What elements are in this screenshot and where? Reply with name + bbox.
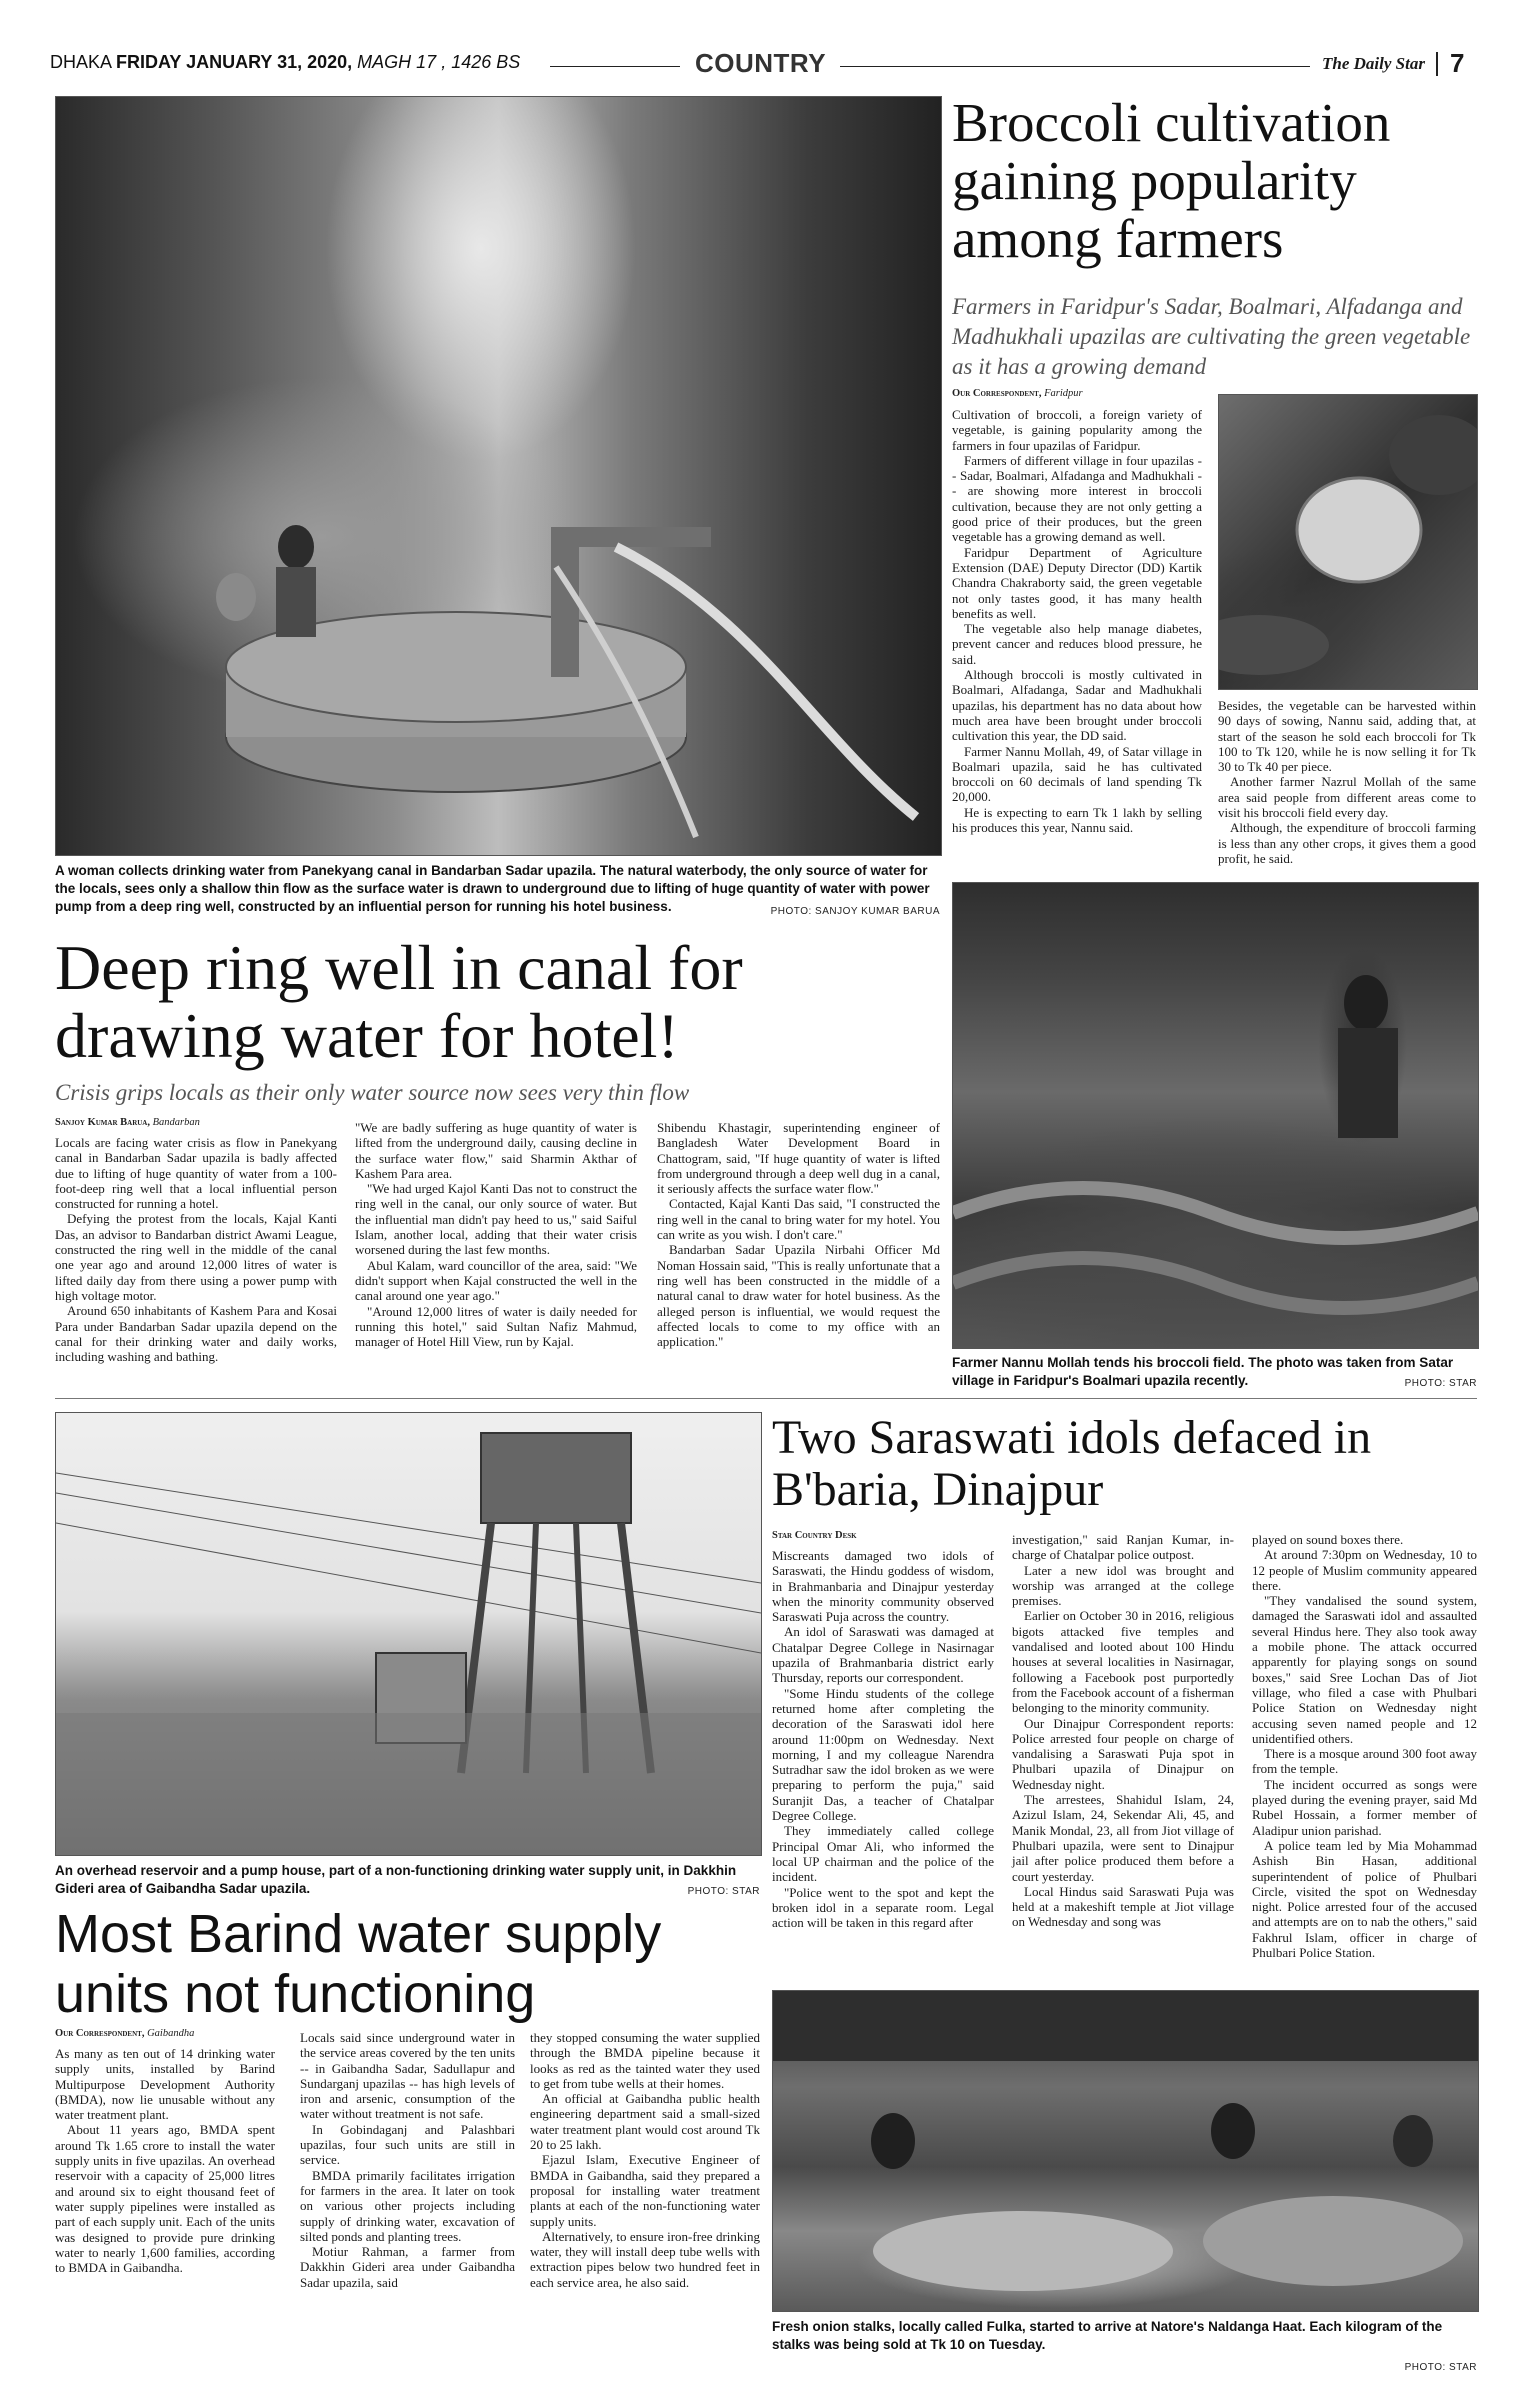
paragraph: Ejazul Islam, Executive Engineer of BMDA in Gaibandha, said they prepared a proposal for installing water treatment plants at each of the non-functioning water supply units. xyxy=(530,2152,760,2229)
masthead-divider xyxy=(1436,52,1438,76)
paragraph: Farmers of different village in four upazilas -- Sadar, Boalmari, Alfadanga and Madhukhali -- are showing more interest in broccoli cultivation, because they are not only getting a good price of their produces, but the green vegetable has a growing demand as well. xyxy=(952,452,1202,545)
masthead-date: FRIDAY JANUARY 31, 2020, xyxy=(116,52,353,72)
paragraph: Shibendu Khastagir, superintending engineer of Bangladesh Water Development Board in Chattogram, said, "If huge quantity of water is lifted from underground through a deep well dug in a canal, it seriously affects the surface water flow." xyxy=(657,1120,940,1197)
paragraph: Around 650 inhabitants of Kashem Para and Kosai Para under Bandarban Sadar upazila depend on the canal for their drinking water and daily works, including washing and bathing. xyxy=(55,1303,337,1365)
canal-photo-art xyxy=(56,97,941,855)
paragraph: Abul Kalam, ward councillor of the area, said: "We didn't support when Kajal constructed the well in the canal around one year ago." xyxy=(355,1257,637,1304)
idols-col3 xyxy=(1252,1532,1477,1960)
paragraph: Alternatively, to ensure iron-free drinking water, they will install deep tube wells with extraction pipes below two hundred feet in each service area, he also said. xyxy=(530,2228,760,2290)
well-byline-author: Sanjoy Kumar Barua, xyxy=(55,1117,150,1128)
paragraph: Locals said since underground water in the service areas covered by the ten units -- in Gaibandha Sadar, Sadullapur and Sundarganj upazilas -- has high levels of iron and arsenic, consumption of the water without treatment is not safe. xyxy=(300,2030,515,2122)
paragraph: BMDA primarily facilitates irrigation for farmers in the area. It later on took on various other projects including supply of drinking water, excavation of silted ponds and planting trees. xyxy=(300,2167,515,2244)
idols-col2 xyxy=(1012,1532,1234,1930)
masthead-rule-left xyxy=(550,66,680,67)
paragraph: He is expecting to earn Tk 1 lakh by selling his produces this year, Nannu said. xyxy=(952,804,1202,836)
paragraph: They immediately called college Principal Omar Ali, who informed the local UP chairman and the police of the incident. xyxy=(772,1823,994,1885)
broccoli-photo xyxy=(1218,394,1478,690)
paragraph: Another farmer Nazrul Mollah of the same area said people from different areas come to visit his broccoli field every day. xyxy=(1218,774,1476,821)
water-tower-photo-art xyxy=(56,1413,761,1855)
paragraph: they stopped consuming the water supplied through the BMDA pipeline because it looks as red as the tainted water they used to get from tube wells at their homes. xyxy=(530,2030,760,2091)
paragraph: A police team led by Mia Mohammad Ashish Bin Hasan, additional superintendent of police of Phulbari Circle, visited the spot on Wednesday night. Police arrested four of the accused and attempts are on to nab the others," said Fakhrul Islam, officer in charge of Phulbari Police Station. xyxy=(1252,1837,1477,1961)
barind-byline xyxy=(55,2028,194,2039)
barind-col3 xyxy=(530,2030,760,2290)
onion-market-photo xyxy=(772,1990,1479,2312)
paragraph: "We are badly suffering as huge quantity of water is lifted from the underground daily, causing decline in the surface water flow," said Sharmin Akthar of Kashem Para area. xyxy=(355,1120,637,1181)
paragraph: In Gobindaganj and Palashbari upazilas, four such units are still in service. xyxy=(300,2121,515,2168)
broccoli-col2 xyxy=(1218,698,1476,866)
paragraph: Our Dinajpur Correspondent reports: Police arrested four people on charge of vandalising a Saraswati Puja spot in Phulbari upazila of Dinajpur on Wednesday night. xyxy=(1012,1715,1234,1792)
masthead-bangla-date: MAGH 17 , 1426 BS xyxy=(357,52,521,72)
paragraph: Locals are facing water crisis as flow in Panekyang canal in Bandarban Sadar upazila is badly affected due to lifting of huge quantity of water from a 100-foot-deep ring well that a local influential person constructed for running a hotel. xyxy=(55,1135,337,1212)
paragraph: "We had urged Kajol Kanti Das not to construct the ring well in the canal, our only source of water. But the influential man didn't pay heed to us," said Saiful Islam, another local, adding that their water crisis worsened during the last few months. xyxy=(355,1181,637,1258)
paragraph: Contacted, Kajal Kanti Das said, "I constructed the ring well in the canal to bring water for my hotel. You can write as you wish. I don't care." xyxy=(657,1196,940,1243)
paragraph: The arrestees, Shahidul Islam, 24, Azizul Islam, 24, Sekendar Ali, 45, and Manik Mondal, 23, all from Jiot village of Phulbari upazila, were sent to Dinajpur jail after police produced them before a court yesterday. xyxy=(1012,1792,1234,1884)
paragraph: Farmer Nannu Mollah, 49, of Satar village in Boalmari upazila, said he has cultivated broccoli on 60 decimals of land spending Tk 20,000. xyxy=(952,743,1202,805)
paragraph: investigation," said Ranjan Kumar, in-charge of Chatalpar police outpost. xyxy=(1012,1532,1234,1563)
water-tower-caption: An overhead reservoir and a pump house, part of a non-functioning drinking water supply unit, in Dakkhin Gideri area of Gaibandha Sadar upazila. xyxy=(55,1863,737,1896)
masthead-dateline xyxy=(50,52,650,73)
paragraph: There is a mosque around 300 foot away from the temple. xyxy=(1252,1746,1477,1777)
paragraph: "Police went to the spot and kept the broken idol in a separate room. Legal action will be taken in this regard after xyxy=(772,1884,994,1931)
barind-col1 xyxy=(55,2046,275,2275)
paragraph: Local Hindus said Saraswati Puja was held at a makeshift temple at Jiot village on Wednesday and song was xyxy=(1012,1883,1234,1930)
well-col3 xyxy=(657,1120,940,1349)
barind-byline-place: Gaibandha xyxy=(147,2028,195,2039)
broccoli-byline-author: Our Correspondent, xyxy=(952,388,1042,399)
paragraph: Motiur Rahman, a farmer from Dakkhin Gideri area under Gaibandha Sadar upazila, said xyxy=(300,2244,515,2290)
broccoli-field-photo xyxy=(952,882,1479,1349)
paragraph: As many as ten out of 14 drinking water supply units, installed by Barind Multipurpose Development Authority (BMDA), now lie unusable without any water treatment plant. xyxy=(55,2046,275,2123)
paragraph: The vegetable also help manage diabetes, prevent cancer and reduces blood pressure, he said. xyxy=(952,621,1202,667)
broccoli-byline-place: Faridpur xyxy=(1044,388,1083,399)
water-tower-photo xyxy=(55,1412,762,1856)
paragraph: Besides, the vegetable can be harvested within 90 days of sowing, Nannu said, adding that, at start of the season he sold each broccoli for Tk 100 to Tk 120, while he is now selling it for Tk 30 to Tk 40 per piece. xyxy=(1218,698,1476,775)
paragraph: "They vandalised the sound system, damaged the Saraswati idol and assaulted several Hindus here. They also took away a mobile phone. The attack occurred apparently for playing songs on sound boxes," said Sree Lochan Das of Jiot village, who filed a case with Phulbari Police Station on Wednesday night accusing seven named people and 12 unidentified others. xyxy=(1252,1593,1477,1746)
paragraph: Bandarban Sadar Upazila Nirbahi Officer Md Noman Hossain said, "This is really unfortunate that a ring well has been constructed in the middle of a natural canal to draw water for hotel business. As the alleged person is influential, we would request the affected locals to come to my office with an application." xyxy=(657,1242,940,1350)
well-deck: Crisis grips locals as their only water source now sees very thin flow xyxy=(55,1080,690,1105)
paper-logo: The Daily Star xyxy=(1322,54,1425,73)
idols-byline: Star Country Desk xyxy=(772,1530,857,1541)
canal-photo-caption: A woman collects drinking water from Panekyang canal in Bandarban Sadar upazila. The natural waterbody, the only source of water for the locals, sees only a shallow thin flow as the surface water is drawn to underground due to lifting of huge quantity of water with power pump from a deep ring well, constructed by an influential person for running his hotel business. xyxy=(55,863,930,914)
paragraph: At around 7:30pm on Wednesday, 10 to 12 people of Muslim community appeared there. xyxy=(1252,1547,1477,1593)
masthead-city: DHAKA xyxy=(50,52,112,72)
broccoli-field-photo-art xyxy=(953,883,1478,1348)
paragraph: "Around 12,000 litres of water is daily needed for running this hotel," said Sultan Nafiz Mahmud, manager of Hotel Hill View, run by Kajal. xyxy=(355,1303,637,1350)
paragraph: An idol of Saraswati was damaged at Chatalpar Degree College in Nasirnagar upazila of Brahmanbaria district early Thursday, reports our correspondent. xyxy=(772,1624,994,1686)
paragraph: "Some Hindu students of the college returned home after completing the decoration of the Saraswati idol here around 11:00pm on Wednesday. Next morning, I and my colleague Narendra Sutradhar saw the idol broken as we were preparing to perform the puja," said Suranjit Das, a teacher of Chatalpar Degree College. xyxy=(772,1685,994,1824)
barind-byline-author: Our Correspondent, xyxy=(55,2028,145,2039)
broccoli-field-caption: Farmer Nannu Mollah tends his broccoli field. The photo was taken from Satar village in Faridpur's Boalmari upazila recently. xyxy=(952,1355,1454,1388)
broccoli-byline xyxy=(952,388,1083,399)
paragraph: About 11 years ago, BMDA spent around Tk 1.65 crore to install the water supply units in five upazilas. An overhead reservoir with a capacity of 25,000 litres and around six to eight thousand feet of water supply pipelines were installed as part of each supply unit. Each of the units was designed to provide pure drinking water to nearly 1,600 families, according to BMDA in Gaibandha. xyxy=(55,2122,275,2276)
idols-headline: Two Saraswati idols defaced in B'baria, Dinajpur xyxy=(772,1411,1372,1516)
well-col1 xyxy=(55,1135,337,1364)
broccoli-deck: Farmers in Faridpur's Sadar, Boalmari, Alfadanga and Madhukhali upazilas are cultivating the green vegetable as it has a growing demand xyxy=(952,294,1471,379)
well-byline xyxy=(55,1117,200,1128)
paragraph: Although, the expenditure of broccoli farming is less than any other crops, it gives them a good profit, he said. xyxy=(1218,820,1476,866)
canal-photo xyxy=(55,96,942,856)
well-headline: Deep ring well in canal for drawing water for hotel! xyxy=(55,932,743,1071)
paragraph: Although broccoli is mostly cultivated in Boalmari, Alfadanga, Sadar and Madhukhali upazilas, his department has no data about how much area have been brought under broccoli cultivation this year, the DD said. xyxy=(952,667,1202,744)
broccoli-col1 xyxy=(952,407,1202,835)
section-divider xyxy=(55,1398,1477,1399)
masthead-rule-right xyxy=(840,66,1310,67)
paragraph: An official at Gaibandha public health engineering department said a small-sized water treatment plant would cost around Tk 20 to 25 lakh. xyxy=(530,2091,760,2153)
onion-market-photo-art xyxy=(773,1991,1478,2311)
paragraph: The incident occurred as songs were played during the evening prayer, said Md Rubel Hossain, a former member of Aladipur union parishad. xyxy=(1252,1776,1477,1838)
onion-market-caption: Fresh onion stalks, locally called Fulka, started to arrive at Natore's Naldanga Haat. Each kilogram of the stalks was being sold at Tk 10 on Tuesday. xyxy=(772,2319,1443,2352)
paragraph: Later a new idol was brought and worship was arranged at the college premises. xyxy=(1012,1562,1234,1609)
idols-col1 xyxy=(772,1548,994,1930)
broccoli-photo-art xyxy=(1219,395,1477,689)
paragraph: Defying the protest from the locals, Kajal Kanti Das, an advisor to Bandarban district Awami League, constructed the ring well in the middle of the canal one year ago and around 12,000 litres of water is lifted daily day from there using a power pump with high voltage motor. xyxy=(55,1211,337,1303)
paragraph: Earlier on October 30 in 2016, religious bigots attacked five temples and vandalised and looted about 100 Hindu houses at several localities in Nasirnagar, following a Facebook post purportedly from the Facebook account of a fisherman belonging to the minority community. xyxy=(1012,1608,1234,1716)
paragraph: Miscreants damaged two idols of Saraswati, the Hindu goddess of wisdom, in Brahmanbaria and Dinajpur yesterday when the minority community observed Saraswati Puja across the country. xyxy=(772,1548,994,1625)
paragraph: Faridpur Department of Agriculture Extension (DAE) Deputy Director (DD) Kartik Chandra Chakraborty said, the green vegetable not only tastes good, it has many health benefits as well. xyxy=(952,544,1202,621)
barind-col2 xyxy=(300,2030,515,2290)
onion-market-credit: PHOTO: STAR xyxy=(1404,2362,1477,2373)
paragraph: played on sound boxes there. xyxy=(1252,1532,1404,1547)
page-number: 7 xyxy=(1450,48,1465,78)
well-byline-place: Bandarban xyxy=(152,1117,200,1128)
section-title: COUNTRY xyxy=(695,48,827,78)
well-col2 xyxy=(355,1120,637,1349)
barind-headline: Most Barind water supply units not functioning xyxy=(55,1904,662,2024)
paragraph: Cultivation of broccoli, a foreign variety of vegetable, is gaining popularity among the farmers in four upazilas of Faridpur. xyxy=(952,407,1202,453)
broccoli-field-credit: PHOTO: STAR xyxy=(1404,1378,1477,1389)
broccoli-headline: Broccoli cultivation gaining popularity among farmers xyxy=(952,92,1391,269)
water-tower-credit: PHOTO: STAR xyxy=(687,1886,760,1897)
canal-photo-credit: PHOTO: SANJOY KUMAR BARUA xyxy=(770,906,940,917)
